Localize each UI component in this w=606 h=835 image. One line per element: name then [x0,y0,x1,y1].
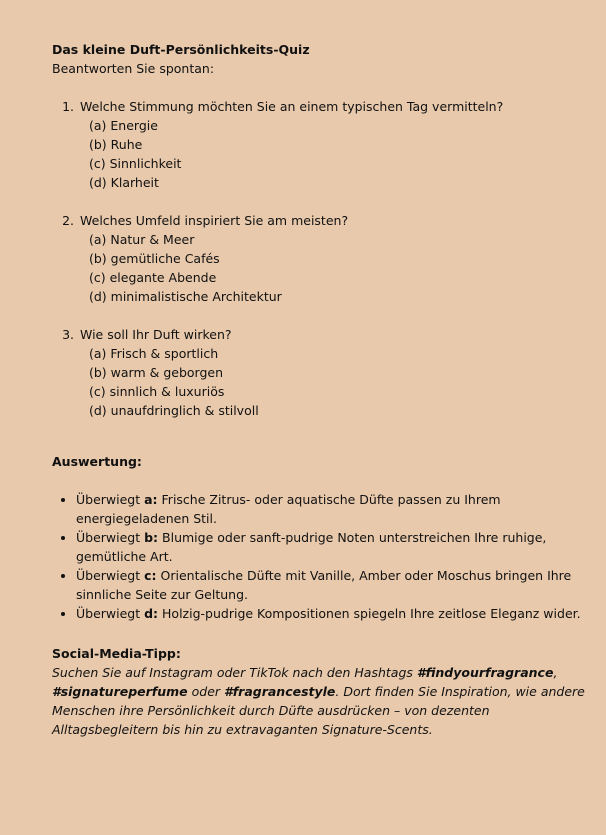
social-text-part: , [553,665,558,680]
question-item [78,97,586,192]
question-list [52,97,586,420]
question-text: Wie soll Ihr Duft wirken? [80,327,232,342]
social-text [52,663,586,739]
option-list [80,230,586,306]
evaluation-prefix: Überwiegt [76,568,145,583]
option-item: (d) minimalistische Architektur [89,289,282,304]
evaluation-text: Holzig-pudrige Kompositionen spiegeln Ihre zeitlose Eleganz wider. [158,606,581,621]
hashtag-findyourfragrance: #findyourfragrance [416,665,554,680]
evaluation-title: Auswertung: [52,454,142,469]
option-item: (c) sinnlich & luxuriös [89,384,225,399]
evaluation-prefix: Überwiegt [76,606,145,621]
option-item: (a) Energie [89,118,158,133]
question-text: Welches Umfeld inspiriert Sie am meisten? [80,213,349,228]
evaluation-item [76,490,586,528]
evaluation-list [52,490,586,623]
option-item: (c) Sinnlichkeit [89,156,182,171]
evaluation-section [52,452,586,623]
option-list [80,344,586,420]
quiz-title: Das kleine Duft-Persönlichkeits-Quiz [52,42,310,57]
social-text-part: . Dort finden Sie Inspiration, wie andere Menschen ihre Persönlichkeit durch Düfte ausdrücken – von dezenten Alltagsbegleitern bis hin zu extravaganten Signature-Scents. [52,684,585,737]
evaluation-text: Blumige oder sanft-pudrige Noten unterstreichen Ihre ruhige, gemütliche Art. [76,530,547,564]
evaluation-key: a: [144,492,158,507]
evaluation-text: Orientalische Düfte mit Vanille, Amber oder Moschus bringen Ihre sinnliche Seite zur Geltung. [76,568,572,602]
option-item: (a) Frisch & sportlich [89,346,219,361]
evaluation-prefix: Überwiegt [76,492,145,507]
evaluation-item [76,528,586,566]
question-text: Welche Stimmung möchten Sie an einem typischen Tag vermitteln? [80,99,504,114]
evaluation-item [76,566,586,604]
option-list [80,116,586,192]
question-item [78,325,586,420]
social-text-part: Suchen Sie auf Instagram oder TikTok nach den Hashtags [52,665,417,680]
document-page [52,40,586,739]
evaluation-item [76,604,586,623]
option-item: (b) Ruhe [89,137,143,152]
social-media-section [52,644,586,739]
evaluation-prefix: Überwiegt [76,530,145,545]
hashtag-fragrancestyle: #fragrancestyle [224,684,336,699]
evaluation-text: Frische Zitrus- oder aquatische Düfte passen zu Ihrem energiegeladenen Stil. [76,492,501,526]
option-item: (b) gemütliche Cafés [89,251,220,266]
evaluation-key: c: [144,568,157,583]
option-item: (d) unaufdringlich & stilvoll [89,403,259,418]
option-item: (b) warm & geborgen [89,365,224,380]
question-item [78,211,586,306]
evaluation-key: b: [144,530,159,545]
option-item: (c) elegante Abende [89,270,217,285]
option-item: (a) Natur & Meer [89,232,195,247]
social-text-part: oder [187,684,225,699]
evaluation-key: d: [144,606,159,621]
social-title: Social-Media-Tipp: [52,646,181,661]
hashtag-signatureperfume: #signatureperfume [52,684,188,699]
option-item: (d) Klarheit [89,175,159,190]
quiz-intro: Beantworten Sie spontan: [52,61,215,76]
